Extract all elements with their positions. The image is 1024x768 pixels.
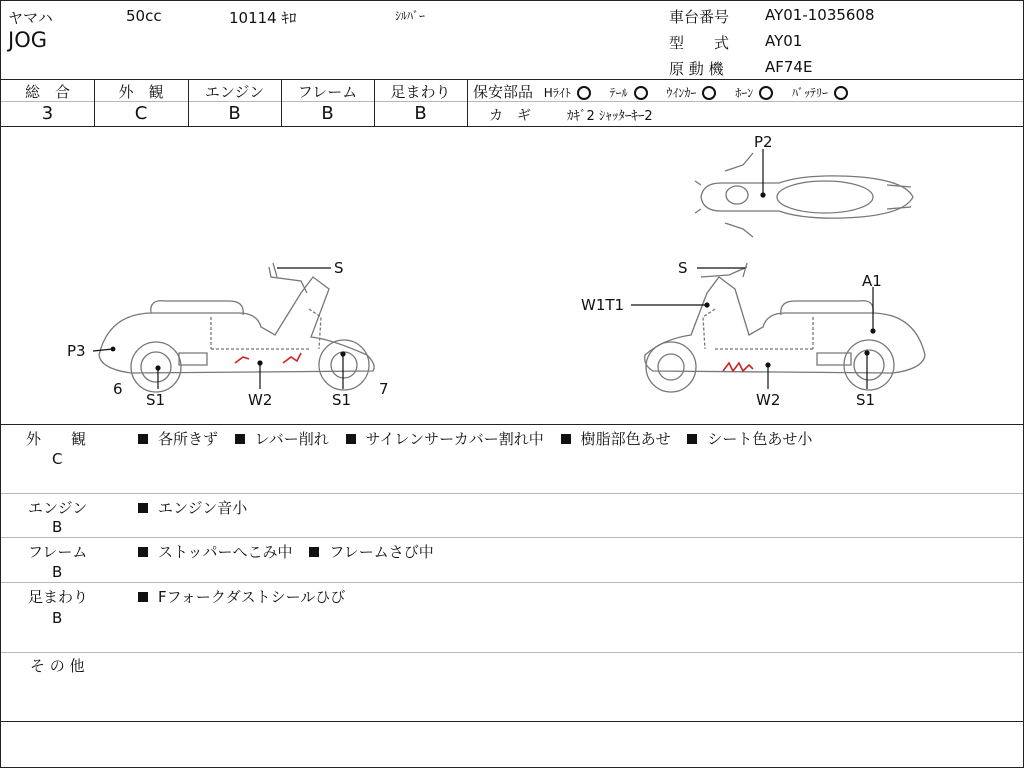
ok-circle-icon (702, 86, 716, 100)
note-item: 樹脂部色あせ (580, 430, 671, 448)
section-grade-frame: B (52, 563, 63, 581)
notes-frame (138, 541, 446, 562)
grade-frame-label: フレーム (297, 83, 358, 101)
diagram-label: A1 (862, 272, 882, 290)
frame-number: AY01-1035608 (765, 6, 875, 24)
notes-exterior (138, 428, 824, 449)
note-item: エンジン音小 (158, 499, 248, 517)
diagram-label: S1 (332, 391, 352, 409)
grade-engine-value: B (228, 103, 241, 124)
key-value: ｶｷﾞ2 ｼｬｯﾀｰｷｰ2 (567, 109, 653, 124)
key-label: カ ギ (489, 108, 531, 124)
section-label-engine: エンジン (28, 499, 88, 517)
model-name: JOG (8, 28, 47, 52)
bullet-square-icon (309, 547, 319, 557)
bullet-square-icon (138, 592, 148, 602)
scooter-side-view-left (99, 263, 374, 392)
ok-circle-icon (634, 86, 648, 100)
diagram-label: P2 (754, 133, 773, 151)
section-label-frame: フレーム (28, 543, 88, 561)
engine-model-label: 原 動 機 (669, 60, 724, 78)
bullet-square-icon (687, 434, 697, 444)
section-label-suspension: 足まわり (28, 588, 89, 606)
note-item: 各所きず (158, 430, 219, 448)
diagram-label: W1T1 (581, 296, 625, 314)
bullet-square-icon (138, 434, 148, 444)
ok-circle-icon (834, 86, 848, 100)
safety-item-winker: ｳｲﾝｶｰ (666, 86, 697, 100)
grade-exterior-value: C (134, 103, 148, 124)
divider (1, 652, 1023, 653)
frame-number-label: 車台番号 (669, 8, 730, 26)
diagram-label: W2 (756, 391, 781, 409)
divider (1, 493, 1023, 494)
bullet-square-icon (561, 434, 571, 444)
bullet-square-icon (138, 547, 148, 557)
damage-diagram (1, 127, 1023, 425)
diagram-label: 6 (113, 380, 123, 398)
safety-label: 保安部品 (473, 83, 534, 101)
notes-engine (138, 497, 259, 518)
diagram-label: P3 (67, 342, 86, 360)
note-item: フレームさび中 (329, 543, 434, 561)
section-label-other: そ の 他 (30, 657, 85, 675)
safety-item-battery: ﾊﾞｯﾃﾘｰ (792, 86, 829, 100)
bullet-square-icon (235, 434, 245, 444)
maker: ヤマハ (8, 9, 53, 27)
section-grade-engine: B (52, 518, 63, 536)
scooter-top-view (695, 153, 913, 237)
divider (1, 582, 1023, 583)
grade-frame-value: B (321, 103, 334, 124)
grade-overall-label: 総 合 (24, 83, 70, 101)
engine-model-value: AF74E (765, 58, 813, 76)
diagram-label: S (678, 259, 688, 277)
safety-item-tail: ﾃｰﾙ (609, 86, 628, 100)
diagram-label: S1 (856, 391, 876, 409)
grade-engine-label: エンジン (204, 83, 265, 101)
divider (1, 537, 1023, 538)
note-item: Fフォークダストシールひび (158, 588, 346, 606)
grade-suspension-label: 足まわり (390, 83, 451, 101)
diagram-labels (67, 133, 882, 409)
section-grade-exterior: C (52, 450, 63, 468)
section-label-exterior: 外 観 (26, 430, 87, 448)
divider (1, 424, 1023, 425)
ok-circle-icon (759, 86, 773, 100)
bullet-square-icon (138, 503, 148, 513)
displacement: 50cc (126, 7, 162, 25)
type-label: 型 式 (669, 34, 730, 52)
bullet-square-icon (346, 434, 356, 444)
safety-item-horn: ﾎｰﾝ (735, 86, 754, 100)
note-item: サイレンサーカバー割れ中 (365, 430, 544, 448)
section-grade-suspension: B (52, 609, 63, 627)
note-item: ストッパーへこみ中 (158, 543, 293, 561)
grade-exterior-label: 外 観 (118, 83, 164, 101)
diagram-label: 7 (379, 380, 389, 398)
diagram-label: S1 (146, 391, 166, 409)
ok-circle-icon (577, 86, 591, 100)
grade-suspension-value: B (414, 103, 427, 124)
grade-overall-value: 3 (41, 103, 54, 124)
color: ｼﾙﾊﾞｰ (395, 9, 426, 23)
notes-suspension (138, 586, 357, 607)
note-item: レバー削れ (254, 430, 329, 448)
divider (467, 79, 468, 126)
scooter-side-view-right (645, 263, 925, 392)
safety-parts (473, 81, 848, 102)
type-value: AY01 (765, 32, 803, 50)
safety-item-headlight: Hﾗｲﾄ (543, 86, 571, 100)
note-item: シート色あせ小 (707, 430, 813, 448)
diagram-label: S (334, 259, 344, 277)
divider (1, 721, 1023, 722)
mileage: 10114 ｷﾛ (229, 9, 297, 27)
divider (1, 79, 1023, 80)
diagram-label: W2 (248, 391, 273, 409)
damage-marks (235, 353, 753, 371)
